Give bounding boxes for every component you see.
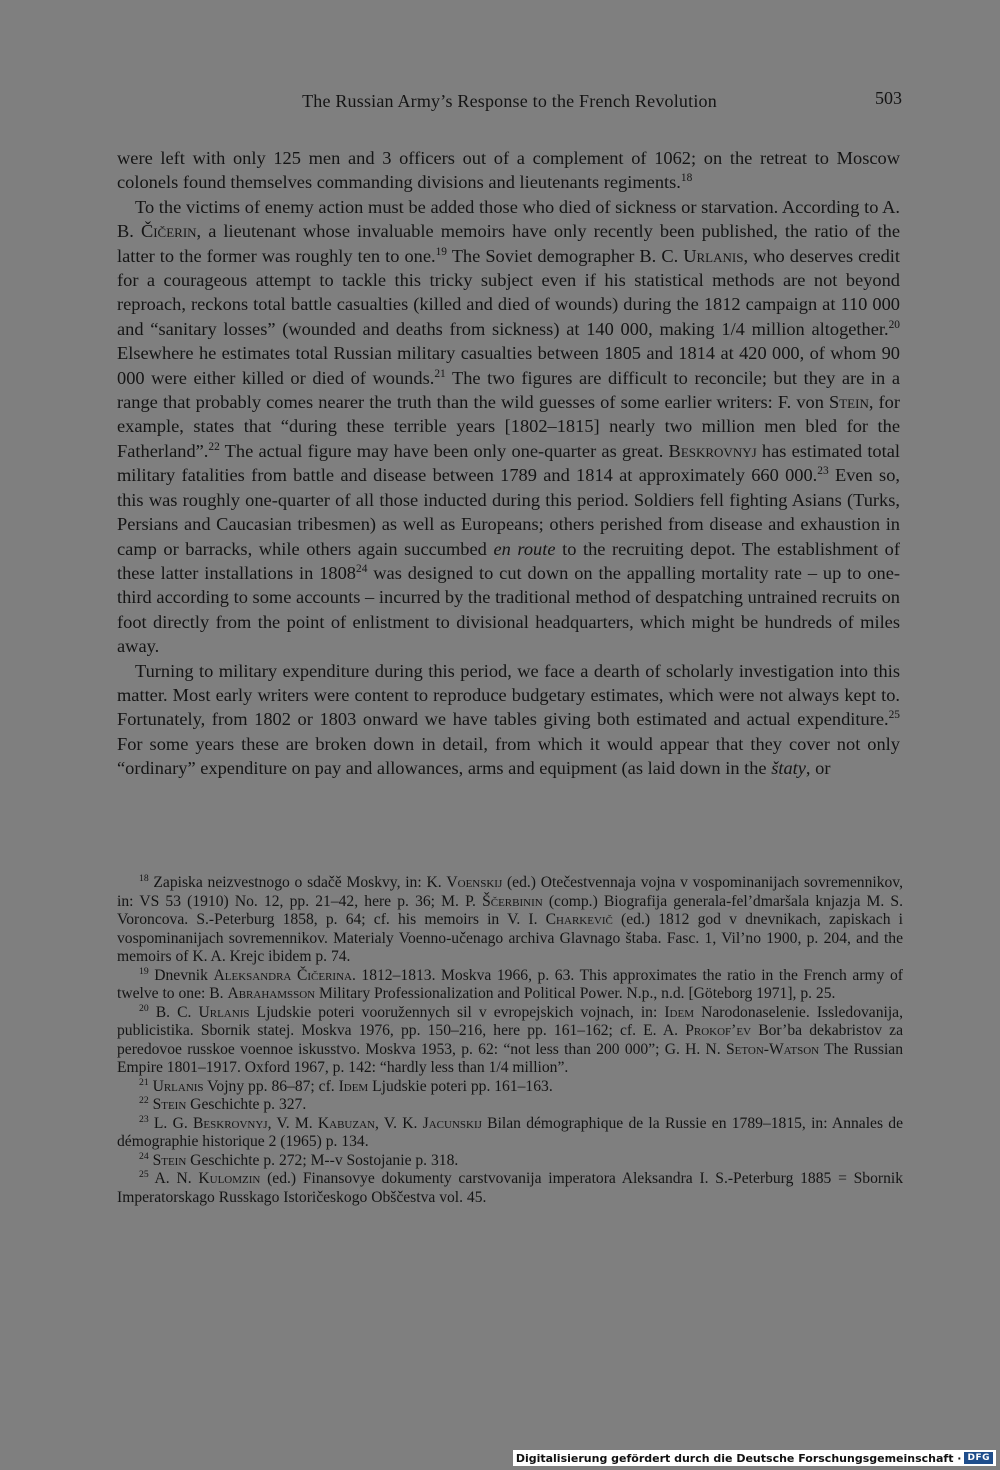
author-name: Kabuzan	[317, 1114, 375, 1132]
author-name: Urlanis	[152, 1077, 204, 1095]
footnote-ref: 19	[139, 965, 149, 977]
author-name: Abrahamsson	[227, 985, 316, 1002]
footnote-ref: 20	[139, 1002, 149, 1014]
footnote-ref: 22	[208, 440, 220, 453]
body-text	[117, 146, 900, 781]
footnote-22	[117, 1096, 903, 1115]
text-run: , V. M.	[267, 1114, 318, 1132]
author-name: Urlanis	[198, 1003, 250, 1021]
text-run: . 1812–1813. Moskva 1966, p. 63. This approximates the ratio in the French army of twelve to one: B.	[117, 966, 903, 1002]
text-run: Dnevnik	[148, 966, 214, 984]
page-header	[117, 88, 902, 116]
text-run: B. C.	[148, 1003, 199, 1021]
footnotes	[117, 874, 903, 1207]
text-run: Even so, this was roughly one-quarter of all those inducted during this period. Soldiers fell fighting Asians (Turks, Persians and Caucasian tribesmen) as well as Europeans; others perished from disease and exhaustion in camp or barracks, while others again succumbed	[117, 465, 900, 559]
text-run: The Soviet demographer B. C.	[447, 245, 684, 266]
footnote-19	[117, 967, 903, 1004]
italic-text: en route	[493, 538, 556, 559]
author-name: Urlanis	[683, 245, 744, 266]
author-name: Stein	[829, 392, 869, 413]
author-name: Voenskij	[446, 874, 503, 891]
footnote-ref: 25	[139, 1168, 149, 1180]
author-name: Ščerbinin	[482, 892, 543, 910]
author-name: Stein	[152, 1151, 187, 1169]
dfg-logo-icon: DFG	[964, 1452, 993, 1464]
text-run: Military Professionalization and Political Power. N.p., n.d. [Göteborg 1971], p. 25.	[315, 985, 836, 1002]
footnote-24	[117, 1152, 903, 1171]
author-name: Čičerin	[140, 221, 197, 242]
footnote-ref: 18	[139, 872, 149, 884]
page-number: 503	[875, 88, 902, 108]
author-name: Charkevič	[545, 911, 613, 928]
text-run: Geschichte p. 327.	[186, 1096, 307, 1113]
author-name: Prokof’ev	[685, 1022, 752, 1039]
digitization-stamp	[513, 1450, 996, 1466]
text-run: Ljudskie poteri pp. 161–163.	[368, 1077, 553, 1095]
paragraph-1	[117, 146, 900, 195]
text-run: Bor’ba dekabristov za peredovoe russkoe voennoe iskusstvo. Moskva 1953, p. 62: “not less than 200 000”; G. H. N.	[117, 1022, 904, 1058]
text-run: Vojny pp. 86–87; cf.	[203, 1077, 339, 1095]
footnote-ref: 23	[139, 1113, 149, 1125]
footnote-ref: 20	[888, 318, 900, 331]
footnote-ref: 23	[817, 465, 829, 478]
text-run: Geschichte p. 272; M--v Sostojanie p. 318.	[186, 1151, 459, 1169]
text-run: (comp.) Biografija generala-fel’dmaršala knjazja M. S. Voroncova. S.-Peterburg 1858, p. 64; cf. his memoirs in V. I.	[117, 892, 903, 928]
text-run: The actual figure may have been only one-quarter as great.	[219, 440, 669, 461]
footnote-18	[117, 874, 903, 967]
text-run: has estimated total military fatalities from battle and disease between 1789 and 1814 at approximately 660 000.	[117, 440, 900, 486]
footnote-ref: 18	[680, 172, 693, 185]
footnote-23	[117, 1115, 903, 1152]
paragraph-2	[117, 195, 900, 659]
text-run: (ed.) Finansovye dokumenty carstvovanija imperatora Aleksandra I. S.-Peterburg 1885 = Sbornik Imperatorskago Russkago Istoričeskogo Obščestva vol. 45.	[117, 1170, 903, 1206]
italic-text: štaty	[771, 758, 806, 779]
author-name: Stein	[152, 1096, 187, 1113]
footnote-ref: 25	[888, 709, 900, 722]
author-name: Kulomzin	[198, 1170, 261, 1187]
text-run: For some years these are broken down in detail, from which it would appear that they cover not only “ordinary” expenditure on pay and allowances, arms and equipment (as laid down in the	[117, 733, 900, 779]
paragraph-3	[117, 659, 900, 781]
footnote-ref: 22	[139, 1094, 149, 1106]
text-run: Zapiska neizvestnogo o sdačě Moskvy, in: K.	[148, 874, 447, 891]
text-run: , a lieutenant whose invaluable memoirs have only recently been published, the ratio of the latter to the former was roughly ten to one.	[117, 221, 900, 266]
footnote-25	[117, 1170, 903, 1207]
text-run: The Russian Empire 1801–1917. Oxford 1967, p. 142: “hardly less than 1/4 million”.	[117, 1040, 903, 1076]
author-name: Beskrovnyj	[193, 1114, 268, 1132]
text-run: (ed.) 1812 god v dnevnikach, zapiskach i vospominanijach sovremennikov. Materialy Voenno-učenago archiva Glavnago štaba. Fasc. 1, Vil’no 1900, p. 204, and the memoirs of K. A. Krejc ibidem p. 74.	[117, 911, 903, 965]
text-run: To the victims of enemy action must be added those who died of sickness or starvation. According to A. B.	[117, 196, 900, 242]
footnote-ref: 24	[139, 1150, 149, 1162]
footnote-ref: 19	[435, 245, 447, 258]
footnote-21	[117, 1078, 903, 1097]
footnote-20	[117, 1004, 903, 1078]
author-name: Jacunskij	[422, 1114, 482, 1132]
text-run: Bilan démographique de la Russie en 1789–1815, in: Annales de démographie historique 2 (1965) p. 134.	[117, 1114, 904, 1150]
text-run: A. N.	[148, 1170, 199, 1187]
author-name: Aleksandra Čičerina	[213, 966, 352, 984]
footnote-ref: 24	[356, 562, 368, 575]
text-run: L. G.	[148, 1114, 194, 1132]
footnote-ref: 21	[434, 367, 446, 380]
text-run: , or	[805, 758, 831, 779]
author-name: Idem	[664, 1003, 694, 1021]
text-run: to the recruiting depot. The establishment of these latter installations in 1808	[117, 538, 900, 583]
stamp-text: Digitalisierung gefördert durch die Deutsche Forschungsgemeinschaft ·	[515, 1451, 962, 1465]
running-title: The Russian Army’s Response to the French Revolution	[302, 91, 717, 111]
text-run: was designed to cut down on the appalling mortality rate – up to one-third according to some accounts – incurred by the traditional method of despatching untrained recruits on foot directly from the point of enlistment to divisional headquarters, which might be hundreds of miles away.	[117, 562, 900, 657]
author-name: Beskrovnyj	[668, 440, 757, 461]
text-run: , V. K.	[374, 1114, 423, 1132]
footnote-ref: 21	[139, 1076, 149, 1088]
text-run: were left with only 125 men and 3 officers out of a complement of 1062; on the retreat to Moscow colonels found themselves commanding divisions and lieutenants regiments.	[117, 148, 900, 193]
text-run: Narodonaselenie. Issledovanija, publicistika. Sbornik statej. Moskva 1976, pp. 150–216, here pp. 161–162; cf. E. A.	[117, 1003, 904, 1039]
text-run: Turning to military expenditure during this period, we face a dearth of scholarly investigation into this matter. Most early writers were content to reproduce budgetary estimates, which were not always kept to. Fortunately, from 1802 or 1803 onward we have tables giving both estimated and actual expenditure.	[117, 660, 900, 730]
author-name: Seton-Watson	[725, 1040, 820, 1058]
text-run: Ljudskie poteri vooružennych sil v evropejskich vojnach, in:	[249, 1003, 665, 1021]
text-run: Elsewhere he estimates total Russian military casualties between 1805 and 1814 at 420 000, of whom 90 000 were either killed or died of wounds.	[117, 343, 900, 388]
text-run: The two figures are difficult to reconcile; but they are in a range that probably comes nearer the truth than the wild guesses of some earlier writers: F. von	[117, 367, 900, 413]
text-run: , who deserves credit for a courageous attempt to tackle this tricky subject even if his statistical methods are not beyond reproach, reckons total battle casualties (killed and died of wounds) during the 1812 campaign at 110 000 and “sanitary losses” (wounded and deaths from sickness) at 140 000, making 1/4 million altogether.	[117, 245, 901, 339]
text-run: , for example, states that “during these terrible years [1802–1815] nearly two million men bled for the Fatherland”.	[117, 392, 900, 461]
text-run: (ed.) Otečestvennaja vojna v vospominanijach sovremennikov, in: VS 53 (1910) No. 12, pp. 21–42, here p. 36; M. P.	[117, 874, 903, 910]
author-name: Idem	[338, 1077, 369, 1095]
